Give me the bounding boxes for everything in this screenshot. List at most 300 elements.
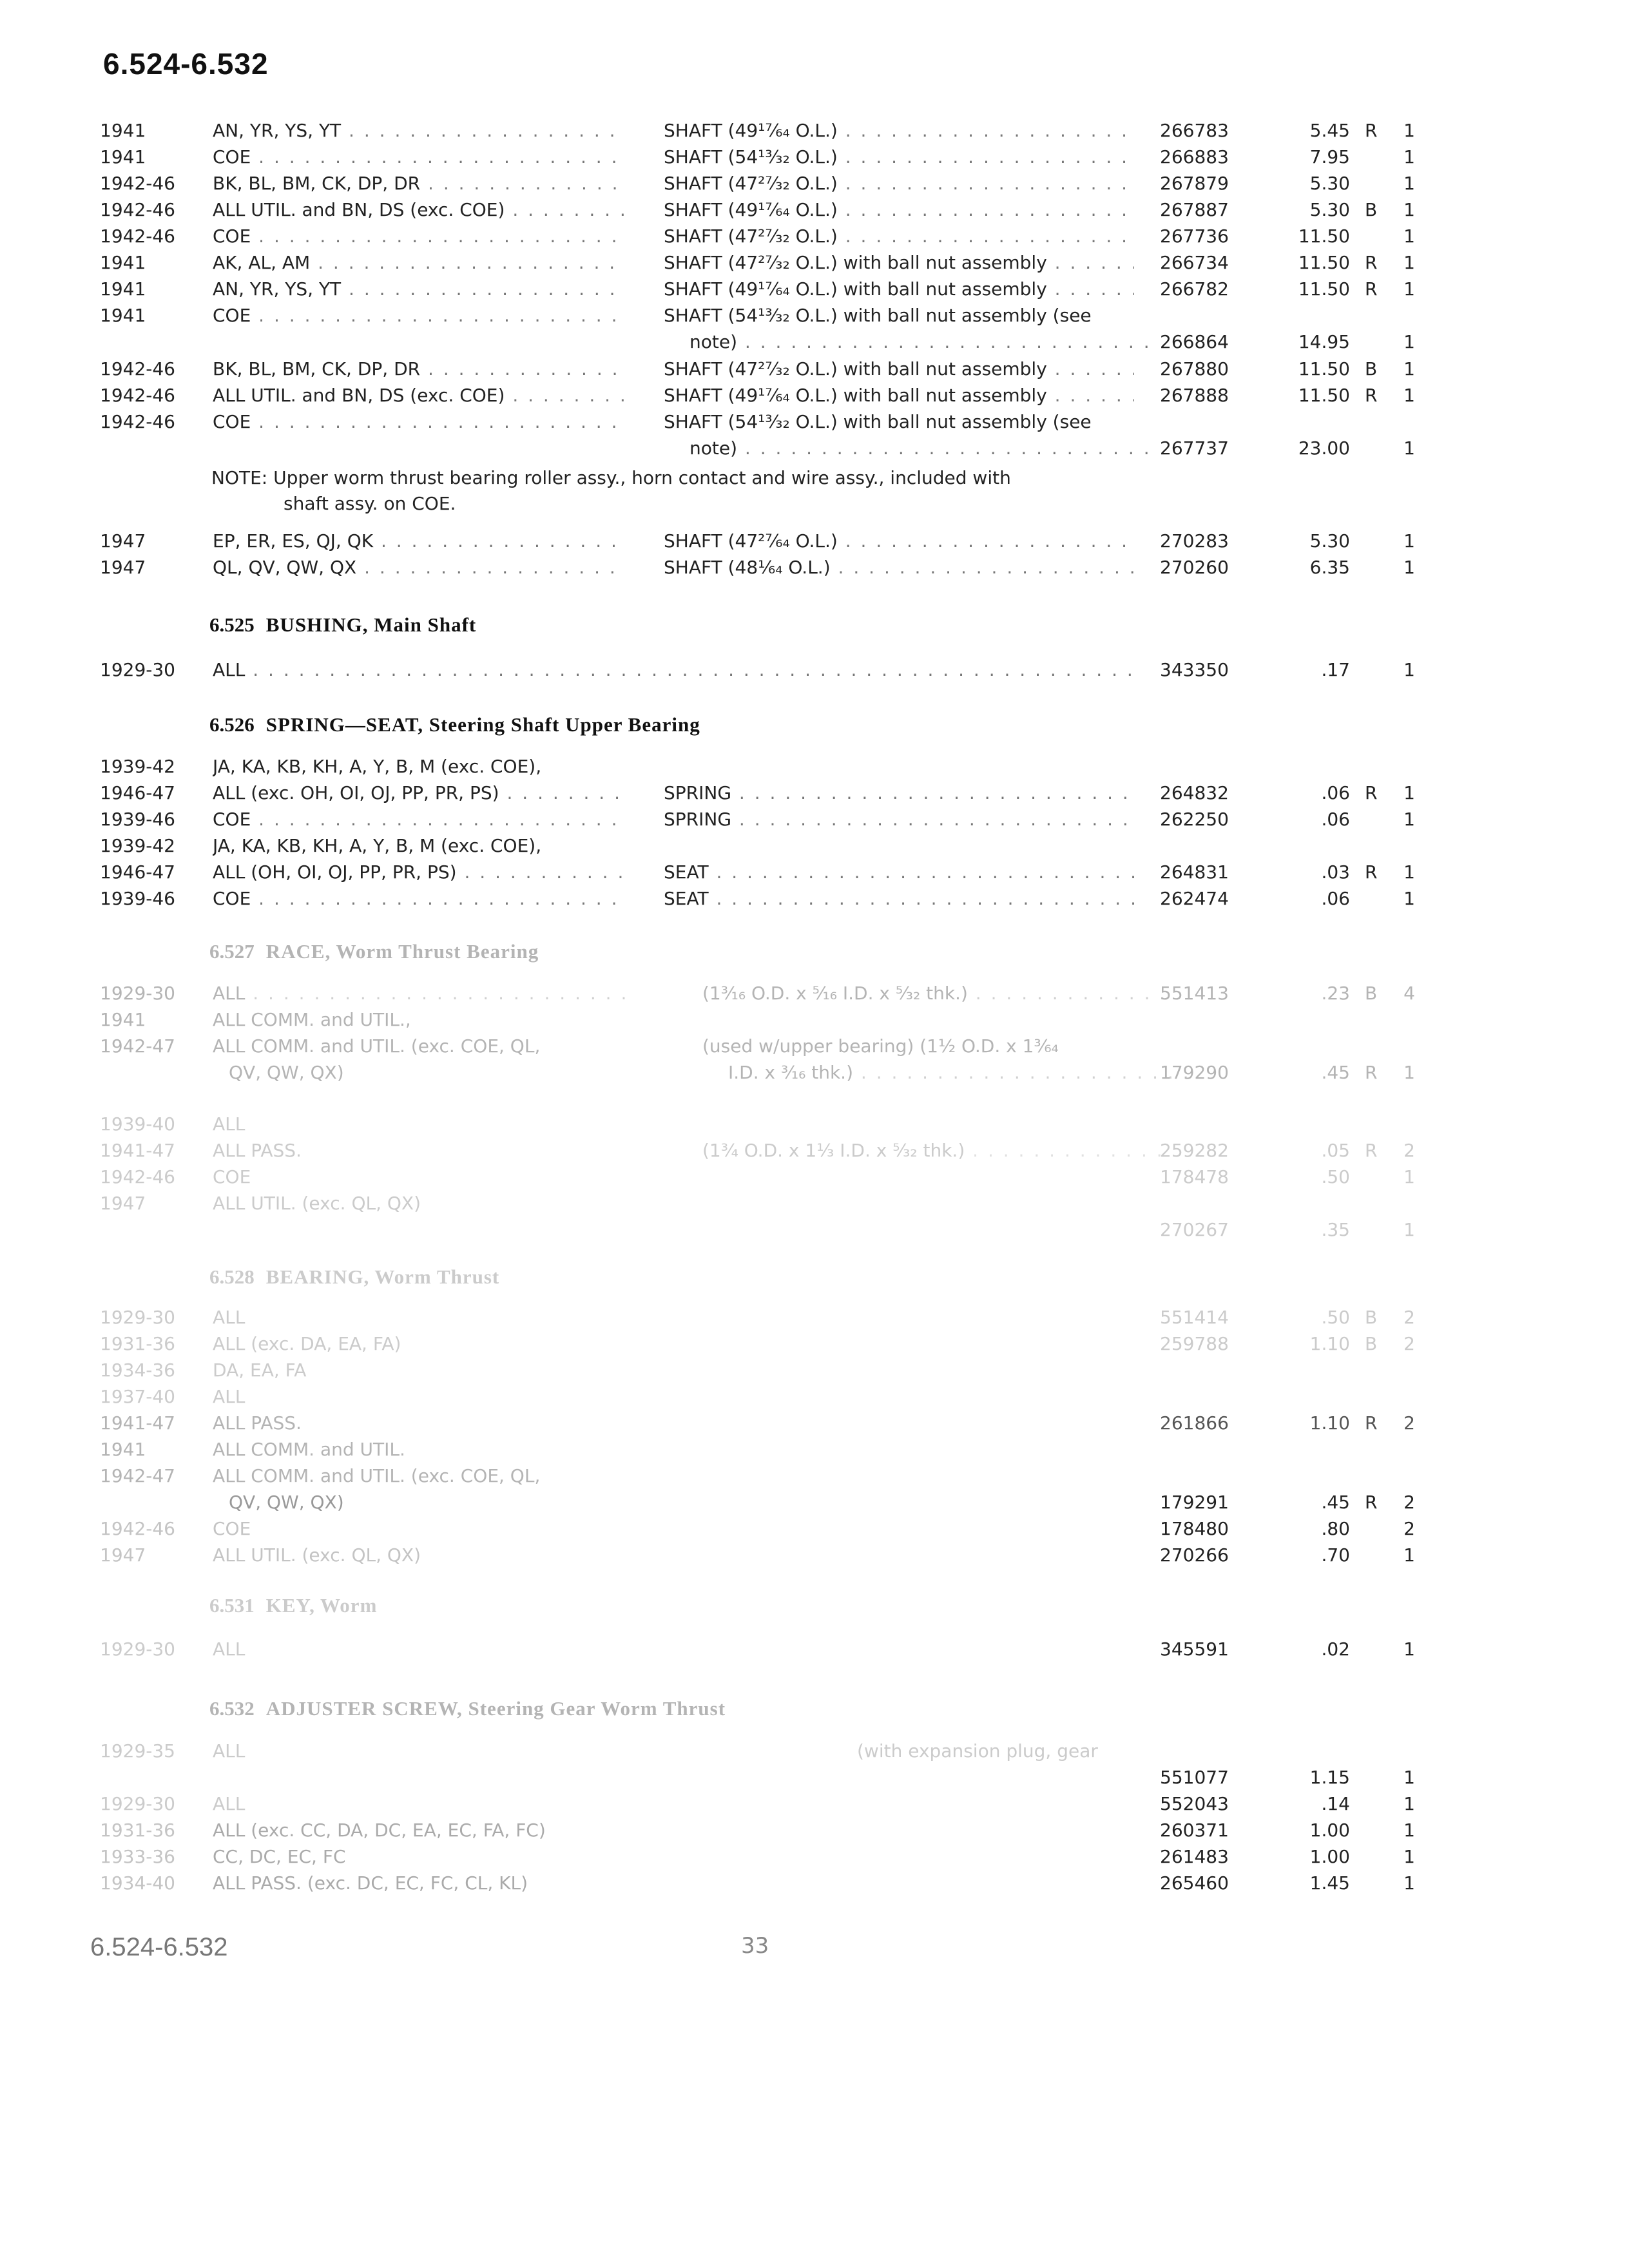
description: SEAT . . . (664, 860, 1134, 885)
section-heading-6-531 (209, 1591, 377, 1620)
price: .35 (1321, 1219, 1350, 1240)
year: 1942-47 (100, 1035, 175, 1057)
part-number: 264832 (1160, 782, 1229, 803)
code: R (1365, 278, 1378, 300)
code: R (1365, 1140, 1378, 1161)
models: QL, QV, QW, QX . . . (213, 555, 625, 581)
models: COE . . . (213, 144, 625, 170)
description: SHAFT (48¹⁄₆₄ O.L.) . . . (664, 555, 1134, 581)
quantity: 1 (1403, 1767, 1415, 1788)
models: JA, KA, KB, KH, A, Y, B, M (exc. COE), (213, 756, 542, 777)
section-number: 6.531 (209, 1594, 255, 1617)
price: .50 (1321, 1166, 1350, 1187)
code: R (1365, 861, 1378, 883)
table-row (0, 754, 1629, 780)
part-number: 266783 (1160, 120, 1229, 141)
models: ALL (OH, OI, OJ, PP, PR, PS) . . . (213, 860, 625, 885)
part-number: 178478 (1160, 1166, 1229, 1187)
year: 1941 (100, 146, 146, 168)
price: .03 (1321, 861, 1350, 883)
quantity: 1 (1403, 557, 1415, 578)
price: .02 (1321, 1639, 1350, 1660)
quantity: 4 (1403, 983, 1415, 1004)
year: 1947 (100, 1544, 146, 1566)
models: ALL COMM. and UTIL. (213, 1439, 405, 1460)
models: ALL (exc. OH, OI, OJ, PP, PR, PS) . . . (213, 780, 625, 806)
part-number: 266864 (1160, 331, 1229, 352)
table-row (0, 171, 1629, 197)
year: 1931-36 (100, 1333, 175, 1354)
part-number: 261483 (1160, 1846, 1229, 1867)
price: .50 (1321, 1307, 1350, 1328)
description: I.D. x ³⁄₁₆ thk.) . . . (664, 1060, 1199, 1086)
part-number: 345591 (1160, 1639, 1229, 1660)
table-row (0, 1384, 1629, 1410)
part-number: 261866 (1160, 1412, 1229, 1434)
year: 1941 (100, 252, 146, 273)
table-row (0, 555, 1629, 581)
price: 5.30 (1309, 173, 1350, 194)
year: 1939-40 (100, 1113, 175, 1135)
year: 1934-40 (100, 1872, 175, 1894)
table-row (0, 1060, 1629, 1086)
section-name: RACE, Worm Thrust Bearing (265, 940, 539, 963)
part-number: 259788 (1160, 1333, 1229, 1354)
part-number: 551413 (1160, 983, 1229, 1004)
table-row (0, 356, 1629, 382)
description: SHAFT (54¹³⁄₃₂ O.L.) . . . (664, 144, 1134, 170)
table-row (0, 1516, 1629, 1542)
table-row (0, 1358, 1629, 1383)
table-row (0, 886, 1629, 912)
table-row (0, 197, 1629, 223)
description: (1³⁄₄ O.D. x 1¹⁄₃ I.D. x ⁵⁄₃₂ thk.) . . . (664, 1138, 1173, 1164)
quantity: 1 (1403, 1062, 1415, 1083)
price: .70 (1321, 1544, 1350, 1566)
quantity: 2 (1403, 1492, 1415, 1513)
price: .06 (1321, 888, 1350, 909)
part-number: 266734 (1160, 252, 1229, 273)
quantity: 1 (1403, 358, 1415, 380)
table-row (0, 383, 1629, 408)
price: 23.00 (1298, 437, 1350, 459)
models: ALL UTIL. and BN, DS (exc. COE) . . . (213, 197, 625, 223)
price: 11.50 (1298, 252, 1350, 273)
year: 1947 (100, 1193, 146, 1214)
description: SHAFT (47²⁷⁄₃₂ O.L.) . . . (664, 224, 1134, 249)
models: COE . . . (213, 303, 625, 329)
table-row (0, 528, 1629, 554)
models: COE . . . (213, 886, 625, 912)
year: 1941 (100, 1439, 146, 1460)
table-row (0, 1637, 1629, 1662)
price: 5.30 (1309, 530, 1350, 552)
table-row (0, 1765, 1629, 1791)
description: SHAFT (47²⁷⁄₃₂ O.L.) . . . (664, 171, 1134, 197)
models: ALL (213, 1307, 246, 1328)
quantity: 1 (1403, 861, 1415, 883)
quantity: 1 (1403, 1846, 1415, 1867)
models: ALL (213, 1386, 246, 1407)
quantity: 1 (1403, 437, 1415, 459)
price: .14 (1321, 1793, 1350, 1814)
models: ALL (213, 1113, 246, 1135)
price: 1.10 (1309, 1412, 1350, 1434)
price: .06 (1321, 809, 1350, 830)
year: 1941 (100, 1009, 146, 1030)
quantity: 1 (1403, 1544, 1415, 1566)
price: .80 (1321, 1518, 1350, 1539)
table-row (0, 224, 1629, 249)
year: 1933-36 (100, 1846, 175, 1867)
part-number: 265460 (1160, 1872, 1229, 1894)
models: DA, EA, FA (213, 1360, 307, 1381)
table-row (0, 1738, 1629, 1764)
quantity: 1 (1403, 146, 1415, 168)
part-number: 266883 (1160, 146, 1229, 168)
models: BK, BL, BM, CK, DP, DR . . . (213, 171, 625, 197)
description: SHAFT (49¹⁷⁄₆₄ O.L.) with ball nut assembly . . . (664, 276, 1134, 302)
models: ALL UTIL. (exc. QL, QX) (213, 1193, 421, 1214)
year: 1942-46 (100, 173, 175, 194)
quantity: 2 (1403, 1333, 1415, 1354)
table-row (0, 1033, 1629, 1059)
price: .45 (1321, 1062, 1350, 1083)
description: SHAFT (47²⁷⁄₆₄ O.L.) . . . (664, 528, 1134, 554)
description: (used w/upper bearing) (1¹⁄₂ O.D. x 1³⁄₆₄ (702, 1035, 1059, 1057)
price: 1.00 (1309, 1820, 1350, 1841)
models: ALL . . . (213, 657, 1134, 683)
price: .06 (1321, 782, 1350, 803)
year: 1946-47 (100, 861, 175, 883)
code: B (1365, 1307, 1378, 1328)
price: .17 (1321, 659, 1350, 680)
section-name: BEARING, Worm Thrust (265, 1265, 500, 1288)
section-heading-6-525 (209, 611, 476, 639)
models: CC, DC, EC, FC (213, 1846, 346, 1867)
year: 1934-36 (100, 1360, 175, 1381)
quantity: 2 (1403, 1307, 1415, 1328)
part-number: 267737 (1160, 437, 1229, 459)
models: COE . . . (213, 224, 625, 249)
description: note) . . . (664, 329, 1160, 355)
code: R (1365, 1492, 1378, 1513)
quantity: 1 (1403, 120, 1415, 141)
description: SPRING . . . (664, 780, 1134, 806)
part-number: 264831 (1160, 861, 1229, 883)
quantity: 1 (1403, 530, 1415, 552)
table-row (0, 276, 1629, 302)
models: ALL COMM. and UTIL. (exc. COE, QL, (213, 1465, 541, 1486)
part-number: 266782 (1160, 278, 1229, 300)
year: 1941-47 (100, 1140, 175, 1161)
quantity: 1 (1403, 331, 1415, 352)
price: 6.35 (1309, 557, 1350, 578)
models: AN, YR, YS, YT . . . (213, 118, 625, 144)
year: 1939-46 (100, 888, 175, 909)
note-upper-worm (211, 465, 1139, 517)
description: SHAFT (47²⁷⁄₃₂ O.L.) with ball nut assembly . . . (664, 356, 1134, 382)
table-row (0, 833, 1629, 859)
table-row (0, 118, 1629, 144)
section-number: 6.532 (209, 1697, 255, 1720)
quantity: 1 (1403, 1872, 1415, 1894)
part-number: 260371 (1160, 1820, 1229, 1841)
table-row (0, 1217, 1629, 1243)
year: 1941-47 (100, 1412, 175, 1434)
models: COE . . . (213, 807, 625, 832)
section-heading-6-532 (209, 1695, 726, 1723)
part-number: 270283 (1160, 530, 1229, 552)
code: R (1365, 1412, 1378, 1434)
quantity: 1 (1403, 1166, 1415, 1187)
code: R (1365, 782, 1378, 803)
price: 7.95 (1309, 146, 1350, 168)
section-heading-6-527 (209, 937, 539, 966)
quantity: 2 (1403, 1140, 1415, 1161)
table-row (0, 1463, 1629, 1489)
code: B (1365, 199, 1378, 220)
models: ALL (213, 1793, 246, 1814)
part-number: 262474 (1160, 888, 1229, 909)
section-heading-6-528 (209, 1263, 499, 1291)
year: 1929-30 (100, 1307, 175, 1328)
section-heading-6-526 (209, 711, 700, 739)
price: .23 (1321, 983, 1350, 1004)
part-number: 551077 (1160, 1767, 1229, 1788)
table-row (0, 1111, 1629, 1137)
price: 11.50 (1298, 278, 1350, 300)
section-number: 6.528 (209, 1265, 255, 1288)
year: 1939-42 (100, 835, 175, 856)
price: 11.50 (1298, 385, 1350, 406)
models: ALL PASS. (213, 1140, 302, 1161)
models: ALL PASS. (exc. DC, EC, FC, CL, KL) (213, 1872, 528, 1894)
code: B (1365, 983, 1378, 1004)
price: 5.45 (1309, 120, 1350, 141)
code: B (1365, 1333, 1378, 1354)
part-number: 178480 (1160, 1518, 1229, 1539)
price: 1.15 (1309, 1767, 1350, 1788)
year: 1942-46 (100, 199, 175, 220)
table-row (0, 981, 1629, 1006)
models: COE (213, 1166, 251, 1187)
year: 1929-30 (100, 659, 175, 680)
part-number: 267879 (1160, 173, 1229, 194)
models: ALL UTIL. (exc. QL, QX) (213, 1544, 421, 1566)
year: 1929-35 (100, 1740, 175, 1762)
table-row (0, 860, 1629, 885)
part-number: 270260 (1160, 557, 1229, 578)
note-line: shaft assy. on COE. (284, 493, 456, 514)
description: (with expansion plug, gear (857, 1740, 1098, 1762)
table-row (0, 1490, 1629, 1515)
price: 11.50 (1298, 226, 1350, 247)
section-number: 6.526 (209, 713, 255, 736)
table-row (0, 1138, 1629, 1164)
section-number: 6.525 (209, 613, 255, 636)
quantity: 1 (1403, 1820, 1415, 1841)
part-number: 267887 (1160, 199, 1229, 220)
part-number: 270266 (1160, 1544, 1229, 1566)
price: 1.45 (1309, 1872, 1350, 1894)
code: R (1365, 1062, 1378, 1083)
quantity: 1 (1403, 226, 1415, 247)
section-name: ADJUSTER SCREW, Steering Gear Worm Thrust (265, 1697, 726, 1720)
year: 1929-30 (100, 1639, 175, 1660)
description: SEAT . . . (664, 886, 1134, 912)
year: 1942-46 (100, 1518, 175, 1539)
description: SHAFT (54¹³⁄₃₂ O.L.) with ball nut assembly (see (664, 305, 1092, 326)
table-row (0, 1542, 1629, 1568)
quantity: 1 (1403, 1793, 1415, 1814)
quantity: 1 (1403, 1219, 1415, 1240)
price: 1.00 (1309, 1846, 1350, 1867)
part-number: 259282 (1160, 1140, 1229, 1161)
year: 1942-46 (100, 411, 175, 432)
year: 1942-47 (100, 1465, 175, 1486)
part-number: 179290 (1160, 1062, 1229, 1083)
table-row (0, 1410, 1629, 1436)
price: .45 (1321, 1492, 1350, 1513)
price: 1.10 (1309, 1333, 1350, 1354)
models: AN, YR, YS, YT . . . (213, 276, 625, 302)
year: 1942-46 (100, 385, 175, 406)
year: 1941 (100, 120, 146, 141)
quantity: 1 (1403, 888, 1415, 909)
quantity: 1 (1403, 385, 1415, 406)
table-row (0, 1331, 1629, 1357)
description: SHAFT (49¹⁷⁄₆₄ O.L.) . . . (664, 118, 1134, 144)
page-title: 6.524-6.532 (103, 47, 269, 81)
models: ALL COMM. and UTIL. (exc. COE, QL, (213, 1035, 541, 1057)
year: 1942-46 (100, 1166, 175, 1187)
models: BK, BL, BM, CK, DP, DR . . . (213, 356, 625, 382)
quantity: 1 (1403, 782, 1415, 803)
table-row (0, 303, 1629, 329)
table-row (0, 1437, 1629, 1463)
price: 14.95 (1298, 331, 1350, 352)
section-name: KEY, Worm (265, 1594, 378, 1617)
note-line: NOTE: Upper worm thrust bearing roller assy., horn contact and wire assy., included with (211, 467, 1011, 488)
code: R (1365, 385, 1378, 406)
price: 5.30 (1309, 199, 1350, 220)
year: 1942-46 (100, 358, 175, 380)
price: .05 (1321, 1140, 1350, 1161)
models: ALL PASS. (213, 1412, 302, 1434)
footer-section-range: 6.524-6.532 (90, 1933, 228, 1961)
quantity: 2 (1403, 1518, 1415, 1539)
models: ALL . . . (213, 981, 625, 1006)
year: 1946-47 (100, 782, 175, 803)
table-row (0, 409, 1629, 435)
description: (1³⁄₁₆ O.D. x ⁵⁄₁₆ I.D. x ⁵⁄₃₂ thk.) . . . (664, 981, 1173, 1006)
models: QV, QW, QX) (229, 1492, 344, 1513)
description: SHAFT (49¹⁷⁄₆₄ O.L.) . . . (664, 197, 1134, 223)
part-number: 262250 (1160, 809, 1229, 830)
quantity: 1 (1403, 809, 1415, 830)
table-row (0, 1791, 1629, 1817)
part-number: 267880 (1160, 358, 1229, 380)
section-name: BUSHING, Main Shaft (265, 613, 477, 636)
description: SHAFT (47²⁷⁄₃₂ O.L.) with ball nut assembly . . . (664, 250, 1134, 276)
description: SHAFT (54¹³⁄₃₂ O.L.) with ball nut assembly (see (664, 411, 1092, 432)
description: SPRING . . . (664, 807, 1134, 832)
code: B (1365, 358, 1378, 380)
quantity: 2 (1403, 1412, 1415, 1434)
year: 1947 (100, 557, 146, 578)
table-row (0, 329, 1629, 355)
part-number: 267736 (1160, 226, 1229, 247)
year: 1941 (100, 278, 146, 300)
table-row (0, 657, 1629, 683)
year: 1947 (100, 530, 146, 552)
year: 1942-46 (100, 226, 175, 247)
part-number: 552043 (1160, 1793, 1229, 1814)
year: 1941 (100, 305, 146, 326)
models: AK, AL, AM . . . (213, 250, 625, 276)
table-row (0, 1818, 1629, 1843)
quantity: 1 (1403, 278, 1415, 300)
quantity: 1 (1403, 659, 1415, 680)
year: 1929-30 (100, 983, 175, 1004)
table-row (0, 1191, 1629, 1216)
models: ALL (213, 1639, 246, 1660)
part-number: 179291 (1160, 1492, 1229, 1513)
models: EP, ER, ES, QJ, QK . . . (213, 528, 625, 554)
models: ALL COMM. and UTIL., (213, 1009, 411, 1030)
table-row (0, 1007, 1629, 1033)
table-row (0, 1305, 1629, 1331)
quantity: 1 (1403, 199, 1415, 220)
page-number: 33 (741, 1933, 769, 1959)
models: JA, KA, KB, KH, A, Y, B, M (exc. COE), (213, 835, 542, 856)
models: ALL UTIL. and BN, DS (exc. COE) . . . (213, 383, 625, 408)
table-row (0, 780, 1629, 806)
quantity: 1 (1403, 1639, 1415, 1660)
part-number: 267888 (1160, 385, 1229, 406)
models: ALL (exc. DA, EA, FA) (213, 1333, 401, 1354)
table-row (0, 250, 1629, 276)
year: 1939-42 (100, 756, 175, 777)
code: R (1365, 120, 1378, 141)
quantity: 1 (1403, 252, 1415, 273)
table-row (0, 807, 1629, 832)
models: COE (213, 1518, 251, 1539)
part-number: 343350 (1160, 659, 1229, 680)
description: SHAFT (49¹⁷⁄₆₄ O.L.) with ball nut assembly . . . (664, 383, 1134, 408)
year: 1937-40 (100, 1386, 175, 1407)
code: R (1365, 252, 1378, 273)
part-number: 270267 (1160, 1219, 1229, 1240)
table-row (0, 1870, 1629, 1896)
models: ALL (exc. CC, DA, DC, EA, EC, FA, FC) (213, 1820, 546, 1841)
price: 11.50 (1298, 358, 1350, 380)
year: 1939-46 (100, 809, 175, 830)
table-row (0, 436, 1629, 461)
table-row (0, 1844, 1629, 1870)
models: ALL (213, 1740, 246, 1762)
table-row (0, 144, 1629, 170)
section-name: SPRING—SEAT, Steering Shaft Upper Bearing (265, 713, 700, 736)
year: 1931-36 (100, 1820, 175, 1841)
part-number: 551414 (1160, 1307, 1229, 1328)
models: QV, QW, QX) (229, 1062, 344, 1083)
table-row (0, 1164, 1629, 1190)
quantity: 1 (1403, 173, 1415, 194)
year: 1929-30 (100, 1793, 175, 1814)
models: COE . . . (213, 409, 625, 435)
